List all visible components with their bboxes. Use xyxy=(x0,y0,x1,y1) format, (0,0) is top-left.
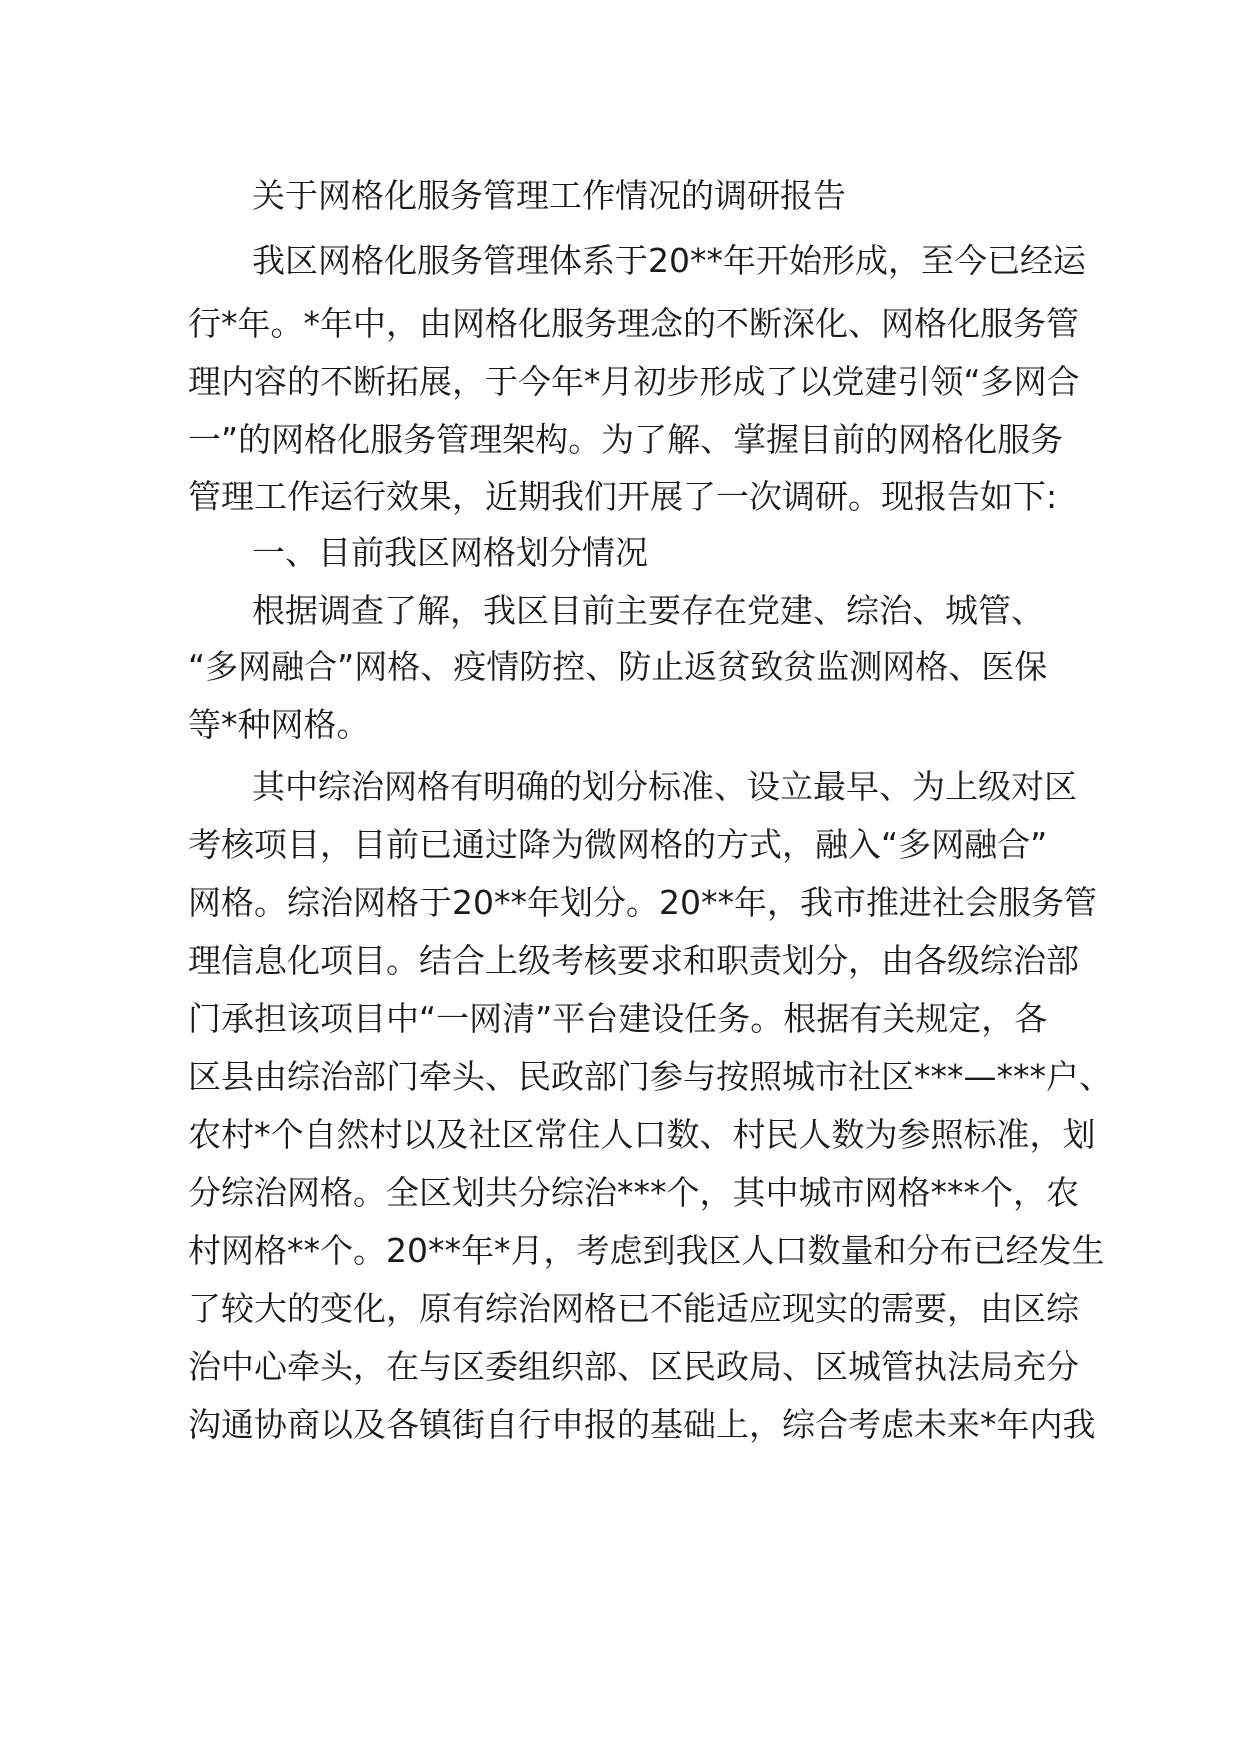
section-heading: 一、目前我区网格划分情况 xyxy=(252,533,648,572)
paragraph-line: 沟通协商以及各镇街自行申报的基础上，综合考虑未来*年内我 xyxy=(188,1405,1096,1444)
paragraph-line: 网格。综治网格于20**年划分。20**年，我市推进社会服务管 xyxy=(188,883,1097,922)
paragraph-line: 我区网格化服务管理体系于20**年开始形成，至今已经运 xyxy=(252,241,1086,280)
paragraph-line: “多网融合”网格、疫情防控、防止返贫致贫监测网格、医保 xyxy=(188,647,1048,686)
paragraph-line: 分综治网格。全区划共分综治***个，其中城市网格***个，农 xyxy=(188,1173,1079,1212)
document-title: 关于网格化服务管理工作情况的调研报告 xyxy=(252,176,846,215)
paragraph-line: 理信息化项目。结合上级考核要求和职责划分，由各级综治部 xyxy=(188,941,1079,980)
paragraph-line: 治中心牵头，在与区委组织部、区民政局、区城管执法局充分 xyxy=(188,1347,1079,1386)
paragraph-line: 区县由综治部门牵头、民政部门参与按照城市社区***—***户、 xyxy=(188,1057,1112,1096)
paragraph-line: 行*年。*年中，由网格化服务理念的不断深化、网格化服务管 xyxy=(188,304,1079,343)
paragraph-line: 其中综治网格有明确的划分标准、设立最早、为上级对区 xyxy=(252,767,1077,806)
paragraph-line: 了较大的变化，原有综治网格已不能适应现实的需要，由区综 xyxy=(188,1289,1079,1328)
paragraph-line: 根据调查了解，我区目前主要存在党建、综治、城管、 xyxy=(252,591,1044,630)
paragraph-line: 等*种网格。 xyxy=(188,705,370,744)
paragraph-line: 考核项目，目前已通过降为微网格的方式，融入“多网融合” xyxy=(188,825,1048,864)
paragraph-line: 农村*个自然村以及社区常住人口数、村民人数为参照标准，划 xyxy=(188,1115,1096,1154)
paragraph-line: 一”的网格化服务管理架构。为了解、掌握目前的网格化服务 xyxy=(188,420,1064,459)
paragraph-line: 理内容的不断拓展，于今年*月初步形成了以党建引领“多网合 xyxy=(188,362,1080,401)
paragraph-line: 村网格**个。20**年*月，考虑到我区人口数量和分布已经发生 xyxy=(188,1231,1105,1270)
paragraph-line: 门承担该项目中“一网清”平台建设任务。根据有关规定，各 xyxy=(188,999,1048,1038)
paragraph-line: 管理工作运行效果，近期我们开展了一次调研。现报告如下: xyxy=(188,477,1058,516)
